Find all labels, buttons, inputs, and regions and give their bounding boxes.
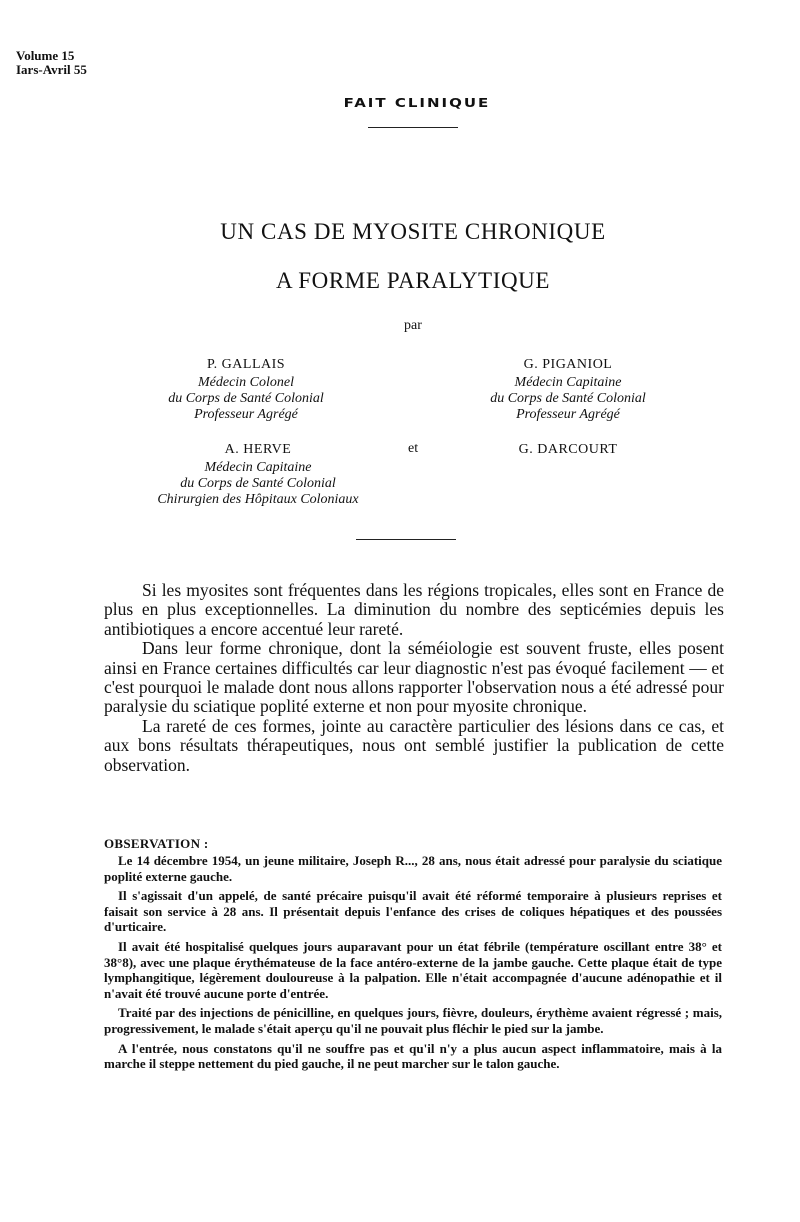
article-title-line1: UN CAS DE MYOSITE CHRONIQUE <box>220 219 606 244</box>
observation-paragraph: Traité par des injections de pénicilline, en quelques jours, fièvre, douleurs, érythème avaient régressé ; mais, progressivement, le malade s'était aperçu qu'il ne pouvait plus fléchir le pied sur la jambe. <box>104 1005 722 1036</box>
volume-info <box>16 49 87 77</box>
introduction <box>104 581 724 775</box>
section-title: FAIT CLINIQUE <box>343 95 491 111</box>
observation-paragraph: Le 14 décembre 1954, un jeune militaire, Joseph R..., 28 ans, nous était adressé pour paralysie du sciatique poplité externe gauche. <box>104 853 722 884</box>
author-name: G. PIGANIOL <box>523 357 613 372</box>
author-darcourt <box>418 442 718 460</box>
author-corps: du Corps de Santé Colonial <box>168 391 324 406</box>
section-rule <box>368 127 458 128</box>
author-gallais <box>96 357 396 423</box>
observation-paragraph: A l'entrée, nous constatons qu'il ne souffre pas et qu'il n'y a plus aucun aspect inflammatoire, mais à la marche il steppe nettement du pied gauche, il ne peut marcher sur le talon gauche. <box>104 1040 722 1072</box>
observation-paragraph: Il avait été hospitalisé quelques jours auparavant pour un état fébrile (température oscillant entre 38° et 38°8), avec une plaque érythémateuse de la face antéro-externe de la jambe gauche. Cette plaque était de type lymphangitique, légèrement douloureuse à la palpation. Elle n'était accompagnée d'aucune adénopathie et il n'avait été trouvé aucune porte d'entrée. <box>104 938 722 1001</box>
author-corps: du Corps de Santé Colonial <box>490 391 646 406</box>
byline-par: par <box>404 318 422 333</box>
intro-paragraph: Dans leur forme chronique, dont la séméiologie est souvent fruste, elles posent ainsi en France certaines difficultés car leur diagnostic n'est pas évoqué facilement — et c'est pourquoi le malade dont nous allons rapporter l'observation nous a été adressé pour paralysie du sciatique poplité externe et non pour myosite chronique. <box>104 638 724 717</box>
author-name: P. GALLAIS <box>206 357 286 372</box>
author-title: Professeur Agrégé <box>194 407 298 422</box>
volume-number: Volume 15 <box>16 48 75 63</box>
intro-paragraph: Si les myosites sont fréquentes dans les régions tropicales, elles sont en France de plus en plus exceptionnelles. La diminution du nombre des septicémies depuis les antibiotiques a encore accentué leur rareté. <box>104 580 724 639</box>
author-name: G. DARCOURT <box>518 442 618 457</box>
author-rank: Médecin Capitaine <box>514 375 622 390</box>
observation-body <box>104 853 722 1076</box>
intro-paragraph: La rareté de ces formes, jointe au caractère particulier des lésions dans ce cas, et aux bons résultats thérapeutiques, nous ont semblé justifier la publication de cette observation. <box>104 715 724 775</box>
author-conjunction: et <box>408 441 419 456</box>
author-name: A. HERVE <box>224 442 292 457</box>
author-rank: Médecin Capitaine <box>204 460 312 475</box>
author-herve <box>108 442 408 508</box>
issue-date: Iars-Avril 55 <box>16 62 87 77</box>
author-rank: Médecin Colonel <box>197 375 295 390</box>
observation-heading: OBSERVATION : <box>104 836 209 851</box>
author-piganiol <box>418 357 718 423</box>
header-divider <box>356 539 456 540</box>
observation-paragraph: Il s'agissait d'un appelé, de santé précaire puisqu'il avait été réformé temporaire à plusieurs reprises et faisait son service à 28 ans. Il présentait depuis l'enfance des crises de coliques hépatiques et des poussées d'urticaire. <box>104 888 722 935</box>
article-title-line2: A FORME PARALYTIQUE <box>275 268 551 293</box>
author-title: Professeur Agrégé <box>516 407 620 422</box>
author-title: Chirurgien des Hôpitaux Coloniaux <box>157 492 359 507</box>
author-corps: du Corps de Santé Colonial <box>180 476 336 491</box>
